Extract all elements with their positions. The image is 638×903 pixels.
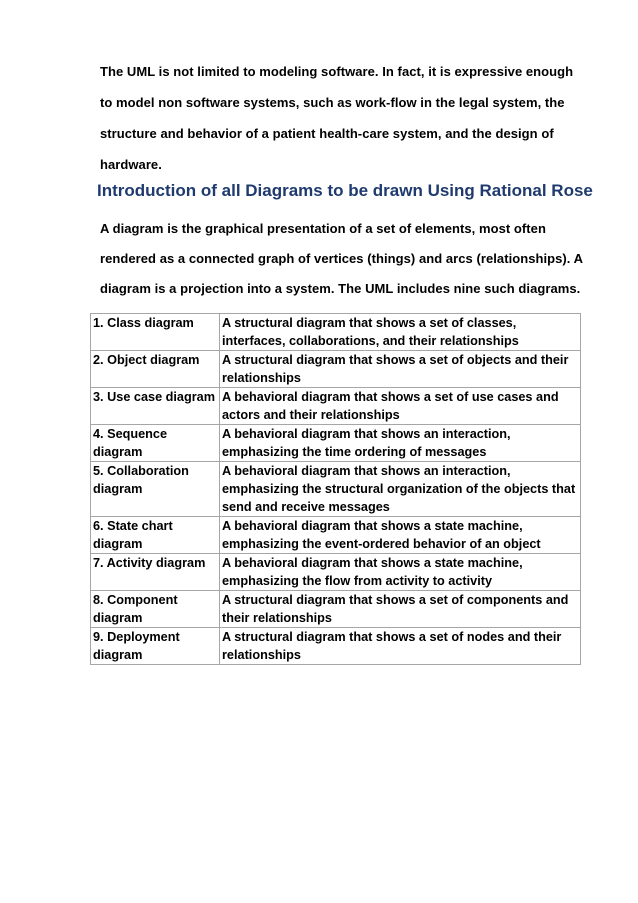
intro-paragraph-line: to model non software systems, such as work-flow in the legal system, the — [100, 95, 565, 110]
table-row — [91, 591, 581, 628]
table-row — [91, 314, 581, 351]
diagram-name-cell: 7. Activity diagram — [91, 554, 220, 591]
intro-paragraph-line: The UML is not limited to modeling software. In fact, it is expressive enough — [100, 64, 574, 79]
section-heading: Introduction of all Diagrams to be drawn Using Rational Rose — [97, 181, 593, 200]
diagram-types-table — [90, 313, 581, 665]
diagram-description-cell: A behavioral diagram that shows a state machine, emphasizing the flow from activity to activity — [220, 554, 581, 591]
diagram-name-cell: 9. Deployment diagram — [91, 628, 220, 665]
diagram-name-cell: 1. Class diagram — [91, 314, 220, 351]
diagram-description-cell: A structural diagram that shows a set of nodes and their relationships — [220, 628, 581, 665]
section-paragraph-line: rendered as a connected graph of vertices (things) and arcs (relationships). A — [100, 251, 584, 266]
diagram-name-cell: 8. Component diagram — [91, 591, 220, 628]
diagram-name-cell: 6. State chart diagram — [91, 517, 220, 554]
intro-paragraph-line: structure and behavior of a patient health-care system, and the design of — [100, 126, 554, 141]
table-row — [91, 425, 581, 462]
table-row — [91, 517, 581, 554]
table-row — [91, 351, 581, 388]
section-paragraph-line: A diagram is the graphical presentation of a set of elements, most often — [100, 221, 546, 236]
diagram-description-cell: A structural diagram that shows a set of classes, interfaces, collaborations, and their relationships — [220, 314, 581, 351]
table-row — [91, 388, 581, 425]
diagram-description-cell: A behavioral diagram that shows a state machine, emphasizing the event-ordered behavior of an object — [220, 517, 581, 554]
diagram-description-cell: A structural diagram that shows a set of objects and their relationships — [220, 351, 581, 388]
diagram-name-cell: 2. Object diagram — [91, 351, 220, 388]
table-row — [91, 462, 581, 517]
section-paragraph-line: diagram is a projection into a system. The UML includes nine such diagrams. — [100, 281, 581, 296]
diagram-name-cell: 3. Use case diagram — [91, 388, 220, 425]
diagram-name-cell: 4. Sequence diagram — [91, 425, 220, 462]
diagram-description-cell: A behavioral diagram that shows an interaction, emphasizing the structural organization of the objects that send and receive messages — [220, 462, 581, 517]
intro-paragraph-line: hardware. — [100, 157, 162, 172]
table-row — [91, 554, 581, 591]
diagram-name-cell: 5. Collaboration diagram — [91, 462, 220, 517]
diagram-description-cell: A behavioral diagram that shows a set of use cases and actors and their relationships — [220, 388, 581, 425]
table-row — [91, 628, 581, 665]
diagram-description-cell: A behavioral diagram that shows an interaction, emphasizing the time ordering of messages — [220, 425, 581, 462]
diagram-description-cell: A structural diagram that shows a set of components and their relationships — [220, 591, 581, 628]
